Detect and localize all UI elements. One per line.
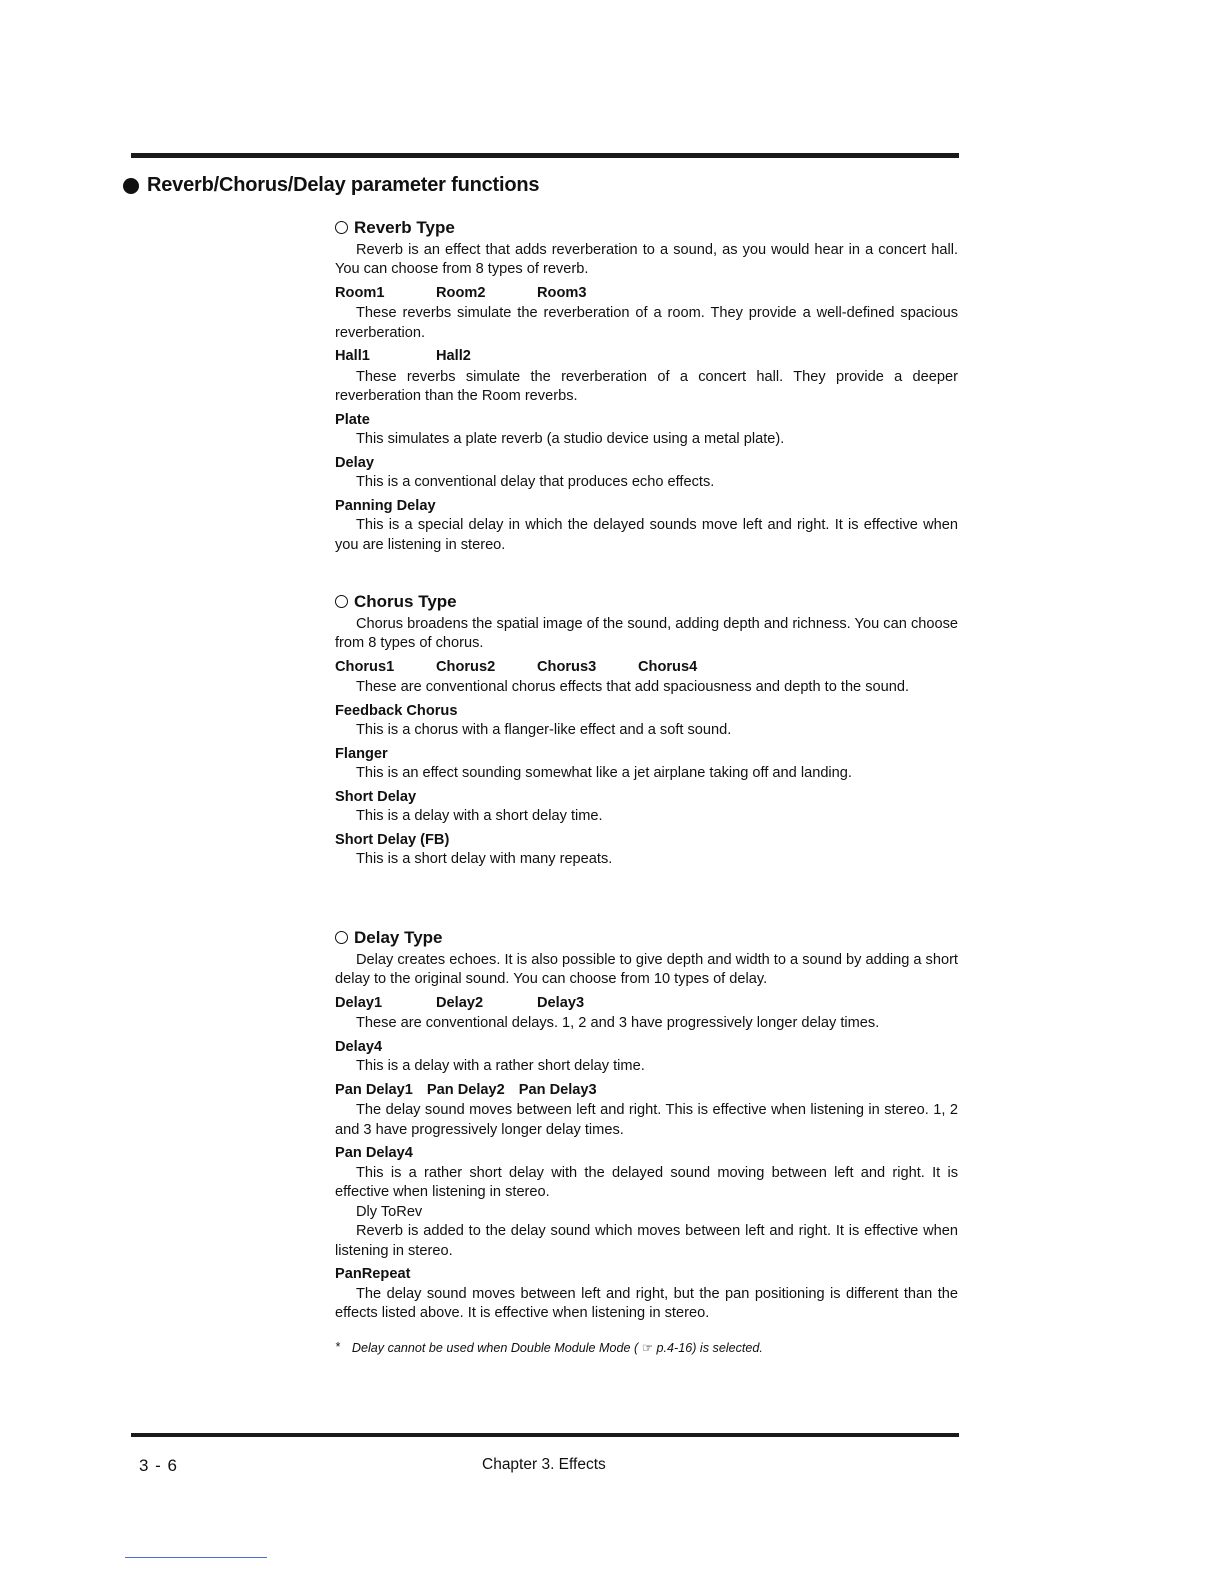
chapter-title: Chapter 3. Effects: [482, 1456, 606, 1473]
dly-torev-label: Dly ToRev: [356, 1203, 423, 1220]
term-chorus2: Chorus2: [436, 658, 496, 675]
term-room3: Room3: [537, 284, 587, 301]
term-panrepeat: PanRepeat: [335, 1266, 411, 1282]
reverb-type-heading: [335, 218, 958, 238]
delay-type-heading-text: Delay Type: [354, 928, 443, 947]
panrepeat-desc: The delay sound moves between left and right, but the pan positioning is different than the effects listed above. It is effective when listening in stereo.: [335, 1285, 958, 1321]
term-plate: Plate: [335, 411, 370, 428]
flanger-desc: This is an effect sounding somewhat like a jet airplane taking off and landing.: [356, 765, 852, 781]
chorus-desc: These are conventional chorus effects that add spaciousness and depth to the sound.: [356, 679, 910, 695]
short-delay-desc: This is a delay with a short delay time.: [356, 808, 603, 824]
section-title: [123, 174, 539, 197]
term-hall1: Hall1: [335, 348, 370, 364]
term-chorus1: Chorus1: [335, 658, 395, 675]
chorus-type-heading-text: Chorus Type: [354, 592, 457, 611]
reverb-room-terms: [335, 284, 958, 304]
term-delay: Delay: [335, 454, 374, 471]
open-circle-icon: [335, 221, 348, 234]
term-flanger: Flanger: [335, 745, 388, 762]
reverb-room-desc: These reverbs simulate the reverberation of a room. They provide a well-defined spacious reverberation.: [335, 305, 958, 341]
term-delay4: Delay4: [335, 1038, 383, 1055]
term-feedback-chorus: Feedback Chorus: [335, 702, 458, 719]
term-chorus4: Chorus4: [638, 658, 698, 675]
pan-delay-terms: [335, 1081, 958, 1101]
delay-type-heading: [335, 928, 958, 948]
pan-delay4-desc: This is a rather short delay with the delayed sound moving between left and right. It is effective when listening in stereo.: [335, 1164, 958, 1200]
term-hall2: Hall2: [436, 348, 471, 364]
reverb-intro: Reverb is an effect that adds reverberation to a sound, as you would hear in a concert hall. You can choose from 8 types of reverb.: [335, 241, 958, 277]
bottom-rule: [131, 1433, 959, 1437]
term-panning-delay: Panning Delay: [335, 497, 436, 514]
reverb-type-section: [335, 218, 958, 559]
pan-delay123-desc: The delay sound moves between left and right. This is effective when listening in stereo. 1, 2 and 3 have progressively longer delay times.: [335, 1102, 958, 1138]
delay123-desc: These are conventional delays. 1, 2 and 3 have progressively longer delay times.: [356, 1015, 880, 1031]
term-pan-delay3: Pan Delay3: [518, 1081, 597, 1098]
reverb-hall-desc: These reverbs simulate the reverberation of a concert hall. They provide a deeper reverberation than the Room reverbs.: [335, 368, 958, 404]
reverb-delay-desc: This is a conventional delay that produces echo effects.: [356, 474, 715, 490]
top-rule: [131, 153, 959, 158]
footnote-text: Delay cannot be used when Double Module Mode ( ☞ p.4-16) is selected.: [351, 1341, 763, 1355]
chorus-intro: Chorus broadens the spatial image of the sound, adding depth and richness. You can choose from 8 types of chorus.: [335, 615, 958, 651]
term-chorus3: Chorus3: [537, 658, 597, 675]
term-delay3: Delay3: [537, 994, 585, 1011]
reverb-plate-desc: This simulates a plate reverb (a studio device using a metal plate).: [356, 431, 785, 447]
reverb-type-heading-text: Reverb Type: [354, 218, 455, 237]
term-room2: Room2: [436, 284, 486, 301]
term-pan-delay2: Pan Delay2: [426, 1081, 505, 1098]
footnote-marker: *: [335, 1340, 340, 1354]
open-circle-icon: [335, 931, 348, 944]
chorus-type-heading: [335, 592, 958, 612]
term-pan-delay4: Pan Delay4: [335, 1145, 413, 1161]
chorus-type-section: [335, 592, 958, 874]
feedback-chorus-desc: This is a chorus with a flanger-like effect and a soft sound.: [356, 722, 732, 738]
footer-link-underline: [125, 1557, 267, 1558]
chorus-terms: [335, 658, 958, 678]
term-pan-delay1: Pan Delay1: [335, 1081, 413, 1098]
term-delay2: Delay2: [436, 994, 484, 1011]
short-delay-fb-desc: This is a short delay with many repeats.: [356, 851, 613, 867]
reverb-panning-delay-desc: This is a special delay in which the delayed sounds move left and right. It is effective when you are listening in stereo.: [335, 517, 958, 553]
dly-torev-desc: Reverb is added to the delay sound which moves between left and right. It is effective when listening in stereo.: [335, 1223, 958, 1259]
term-delay1: Delay1: [335, 994, 383, 1011]
term-room1: Room1: [335, 284, 385, 301]
delay-terms: [335, 994, 958, 1014]
delay-intro: Delay creates echoes. It is also possible to give depth and width to a sound by adding a short delay to the original sound. You can choose from 10 types of delay.: [335, 951, 958, 987]
delay-type-section: [335, 928, 958, 1328]
term-short-delay-fb: Short Delay (FB): [335, 831, 450, 848]
section-title-text: Reverb/Chorus/Delay parameter functions: [147, 174, 540, 196]
filled-bullet-icon: [123, 178, 139, 194]
term-short-delay: Short Delay: [335, 788, 417, 805]
footnote: [335, 1340, 763, 1355]
reverb-hall-terms: [335, 347, 958, 367]
delay4-desc: This is a delay with a rather short delay time.: [356, 1058, 645, 1074]
open-circle-icon: [335, 595, 348, 608]
page-number: 3 - 6: [139, 1456, 179, 1475]
